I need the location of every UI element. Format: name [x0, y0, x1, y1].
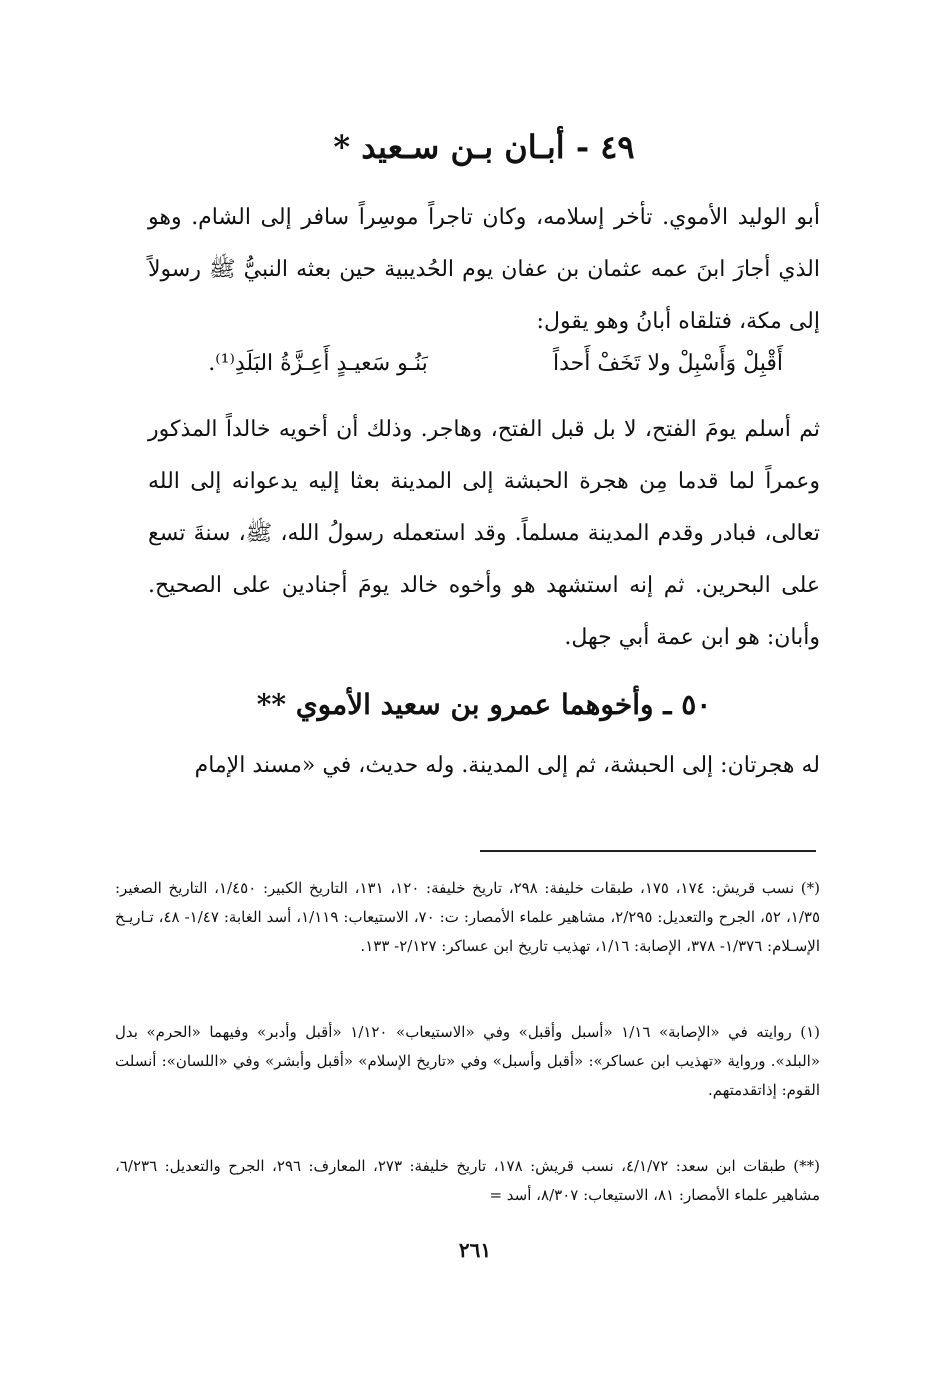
page-number: ٢٦١ — [458, 1238, 492, 1262]
entry-heading-50: ٥٠ ـ وأخوهما عمرو بن سعيد الأموي ** — [256, 688, 712, 721]
verse-first-hemistich: أَقْبِلْ وَأَسْبِلْ ولا تَخَفْ أَحداً — [552, 351, 783, 376]
poetry-verse — [150, 338, 818, 390]
entry-heading-49: ٤٩ - أبـان بـن سـعيد * — [333, 128, 635, 166]
verse-second-hemistich: بَنُـو سَعيـدٍ أَعِـزَّةُ البَلَدِ⁽¹⁾. — [208, 351, 428, 376]
entry-50-paragraph: له هجرتان: إلى الحبشة، ثم إلى المدينة. وله حديث، في «مسند الإمام — [194, 753, 820, 778]
footnote-divider — [480, 850, 816, 852]
entry-49-paragraph-2: ثم أسلم يومَ الفتح، لا بل قبل الفتح، وهاجر. وذلك أن أخويه خالداً المذكور وعمراً لما قدما مِن هجرة الحبشة إلى المدينة بعثا إليه يدعوانه إلى الله تعالى، فبادر وقدم المدينة مسلماً. وقد استعمله رسولُ الله، ﷺ، سنةَ تسع على البحرين. ثم إنه استشهد هو وأخوه خالد يومَ أجنادين على الصحيح. وأبان: هو ابن عمة أبي جهل. — [148, 417, 820, 650]
footnote-1: (١) روايته في «الإصابة» ١/١٦ «أسبل وأقبل» وفي «الاستيعاب» ١/١٢٠ «أقبل وأدبر» وفيهما «الحرم» بدل «البلد». ورواية «تهذيب ابن عساكر»: «أقبل وأسبل» وفي «تاريخ الإسلام» «أقبل وأبشر» وفي «اللسان»: أنسلت القوم: إذاتقدمتهم. — [115, 1023, 821, 1099]
entry-49-paragraph-1: أبو الوليد الأموي. تأخر إسلامه، وكان تاجراً موسِراً سافر إلى الشام. وهو الذي أجارَ ابنَ عمه عثمان بن عفان يوم الحُديبية حين بعثه النبيُّ ﷺ رسولاً إلى مكة، فتلقاه أبانُ وهو يقول: — [148, 205, 820, 334]
footnote-star: (*) نسب قريش: ١٧٤، ١٧٥، طبقات خليفة: ٢٩٨، تاريخ خليفة: ١٢٠، ١٣١، التاريخ الكبير: ١/٤٥٠، التاريخ الصغير: ١/٣٥، ٥٢، الجرح والتعديل: ٢/٢٩٥، مشاهير علماء الأمصار: ت: ٧٠، الاستيعاب: ١/١١٩، أسد الغابة: ١/٤٧- ٤٨، تـاريـخ الإسـلام: ١/٣٧٦- ٣٧٨، الإصابة: ١/١٦، تهذيب تاريخ ابن عساكر: ٢/١٢٧- ١٣٣. — [115, 879, 821, 955]
footnote-double-star: (**) طبقات ابن سعد: ٤/١/٧٢، نسب قريش: ١٧٨، تاريخ خليفة: ٢٧٣، المعارف: ٢٩٦، الجرح والتعديل: ٦/٢٣٦، مشاهير علماء الأمصار: ٨١، الاستيعاب: ٨/٣٠٧، أسد = — [115, 1157, 820, 1204]
